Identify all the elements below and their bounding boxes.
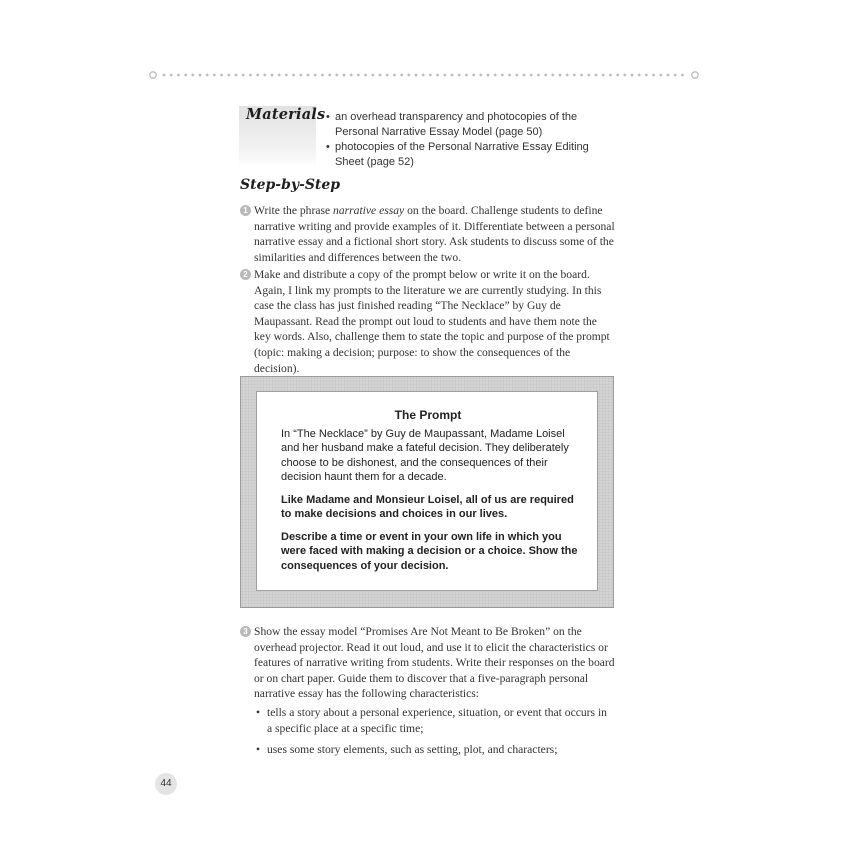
rule-dot: [328, 74, 331, 77]
rule-dot: [501, 74, 504, 77]
rule-dot: [364, 74, 367, 77]
rule-dot: [479, 74, 482, 77]
rule-dot: [544, 74, 547, 77]
rule-dot: [278, 74, 281, 77]
rule-dot: [523, 74, 526, 77]
rule-dot: [343, 74, 346, 77]
list-item: • uses some story elements, such as setting, plot, and characters;: [256, 742, 616, 758]
rule-dot: [379, 74, 382, 77]
page-number: 44: [155, 773, 177, 795]
rule-dot: [357, 74, 360, 77]
rule-dot: [220, 74, 223, 77]
rule-dot: [292, 74, 295, 77]
rule-dot: [422, 74, 425, 77]
rule-end-right-icon: [692, 72, 698, 78]
rule-dot: [451, 74, 454, 77]
rule-dot: [515, 74, 518, 77]
rule-dot: [400, 74, 403, 77]
rule-dot: [595, 74, 598, 77]
rule-dot: [508, 74, 511, 77]
step-text: Show the essay model “Promises Are Not Meant to Be Broken” on the overhead projector. Read it out loud, and use it to elicit the characteristics or features of narrative writing from students. Write their responses on the board or on chart paper. Guide them to discover that a five-paragraph personal narrative essay has the following characteristics:: [254, 625, 615, 701]
rule-dot: [667, 74, 670, 77]
rule-dot: [371, 74, 374, 77]
rule-dot: [659, 74, 662, 77]
rule-dot: [436, 74, 439, 77]
rule-dot: [415, 74, 418, 77]
rule-dot: [321, 74, 324, 77]
rule-dot: [407, 74, 410, 77]
prompt-paragraph: Like Madame and Monsieur Loisel, all of us are required to make decisions and choices in our lives.: [281, 493, 574, 520]
rule-dot: [458, 74, 461, 77]
rule-dot: [602, 74, 605, 77]
materials-list: [326, 110, 626, 170]
list-item: • tells a story about a personal experience, situation, or event that occurs in a specific place at a specific time;: [256, 705, 607, 736]
rule-dot: [314, 74, 317, 77]
rule-dot: [674, 74, 677, 77]
rule-dot: [386, 74, 389, 77]
rule-end-left-icon: [150, 72, 156, 78]
step-text-italic: narrative essay: [333, 204, 405, 217]
decorative-dotted-rule: [148, 70, 700, 80]
rule-dot: [566, 74, 569, 77]
rule-dot: [487, 74, 490, 77]
step-number-badge: 1: [240, 205, 251, 216]
rule-dot: [206, 74, 209, 77]
rule-dot: [472, 74, 475, 77]
rule-dot: [573, 74, 576, 77]
rule-dot: [638, 74, 641, 77]
step-text: Write the phrase narrative essay on the board. Challenge students to define narrative writing and provide examples of it. Differentiate between a personal narrative essay and a fictional short story. Ask students to discuss some of the similarities and differences between the two.: [254, 204, 615, 264]
materials-heading: Materials: [246, 106, 326, 123]
materials-item: • an overhead transparency and photocopies of the Personal Narrative Essay Model (page 50): [326, 110, 605, 140]
characteristics-list: [256, 705, 616, 764]
rule-dot: [465, 74, 468, 77]
rule-dot: [551, 74, 554, 77]
rule-dot: [631, 74, 634, 77]
step-1: [240, 203, 615, 265]
step-number-badge: 2: [240, 269, 251, 280]
step-text: Make and distribute a copy of the prompt below or write it on the board. Again, I link my prompts to the literature we are currently studying. In this case the class has just finished reading “The Necklace” by Guy de Maupassant. Read the prompt out loud to students and have them note the key words. Also, challenge them to state the topic and purpose of the prompt (topic: making a decision; purpose: to show the consequences of the decision).: [254, 268, 610, 375]
rule-dot: [443, 74, 446, 77]
rule-dot: [652, 74, 655, 77]
step-by-step-heading: Step-by-Step: [240, 177, 341, 193]
step-number-badge: 3: [240, 626, 251, 637]
rule-dot: [335, 74, 338, 77]
rule-dot: [242, 74, 245, 77]
rule-dot: [537, 74, 540, 77]
step-2: [240, 267, 615, 376]
rule-dot: [285, 74, 288, 77]
rule-dot: [393, 74, 396, 77]
rule-dot: [429, 74, 432, 77]
rule-dot: [681, 74, 684, 77]
prompt-paragraph: In “The Necklace” by Guy de Maupassant, Madame Loisel and her husband make a fateful decision. They deliberately choose to be dishonest, and the consequences of their decision haunt them for a decade.: [281, 427, 569, 483]
rule-dot: [177, 74, 180, 77]
rule-dot: [350, 74, 353, 77]
rule-dot: [530, 74, 533, 77]
rule-dot: [249, 74, 252, 77]
rule-dot: [307, 74, 310, 77]
rule-dot: [609, 74, 612, 77]
rule-dot: [213, 74, 216, 77]
rule-dot: [256, 74, 259, 77]
rule-dot: [227, 74, 230, 77]
rule-dot: [580, 74, 583, 77]
rule-dot: [645, 74, 648, 77]
rule-dot: [623, 74, 626, 77]
rule-dot: [263, 74, 266, 77]
rule-dot: [163, 74, 166, 77]
prompt-content: [281, 408, 581, 581]
rule-dot: [184, 74, 187, 77]
rule-dot: [170, 74, 173, 77]
rule-dot: [587, 74, 590, 77]
prompt-paragraph: Describe a time or event in your own life in which you were faced with making a decision or a choice. Show the consequences of your decision.: [281, 530, 578, 572]
rule-dot: [191, 74, 194, 77]
rule-dot: [299, 74, 302, 77]
prompt-title: The Prompt: [394, 408, 462, 422]
materials-item: • photocopies of the Personal Narrative Essay Editing Sheet (page 52): [326, 140, 610, 170]
rule-dot: [235, 74, 238, 77]
rule-dot: [271, 74, 274, 77]
rule-dot: [616, 74, 619, 77]
step-3: [240, 624, 615, 702]
rule-dot: [199, 74, 202, 77]
rule-dot: [559, 74, 562, 77]
rule-dot: [494, 74, 497, 77]
